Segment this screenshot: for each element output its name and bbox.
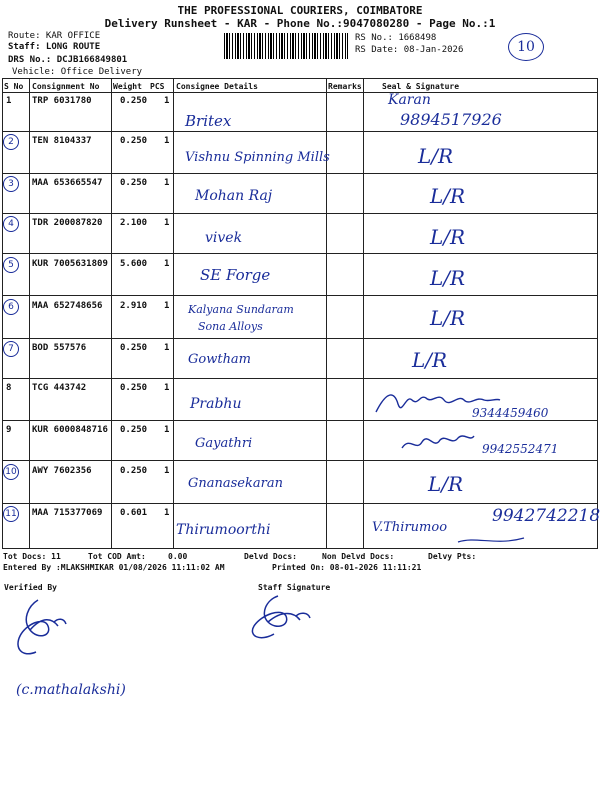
phone: 9942742218 [492,506,600,526]
delivery-points: Delvy Pts: [428,552,477,561]
route-label: Route: KAR OFFICE [8,31,101,41]
consignee: Gayathri [195,436,253,451]
consignee: Gowtham [188,352,252,367]
consignee: Prabhu [190,396,242,412]
non-delivered-docs: Non Delvd Docs: [322,552,395,561]
consignment-no: AWY 7602356 [32,466,92,476]
company-title: THE PROFESSIONAL COURIERS, COIMBATORE [177,4,423,17]
pcs: 1 [164,178,170,188]
pcs: 1 [164,96,170,106]
pcs: 1 [164,218,170,228]
seal-signature: L/R [430,266,466,290]
weight: 0.250 [120,466,148,476]
seal-signature: Karan [388,92,431,108]
row-sno: 7 [3,341,19,357]
vehicle-label: Vehicle: Office Delivery [12,67,143,77]
pcs: 1 [164,383,170,393]
row-sno: 10 [3,464,19,480]
rs-number: RS No.: 1668498 [355,33,437,43]
col-consignment: Consignment No [32,82,100,91]
seal-signature: L/R [418,144,454,168]
rs-date: RS Date: 08-Jan-2026 [355,45,464,55]
row-sno: 2 [3,134,19,150]
col-sno: S No [4,82,24,91]
staff-label: Staff: LONG ROUTE [8,42,101,52]
phone: 9344459460 [472,406,549,420]
row-sno: 4 [3,216,19,232]
row-sno: 8 [6,383,12,393]
row-sno: 3 [3,176,19,192]
handwritten-name: (c.mathalakshi) [16,682,126,698]
pcs: 1 [164,259,170,269]
seal-signature: L/R [430,225,466,249]
staff-signature-label: Staff Signature [258,583,331,592]
col-weight: Weight [113,82,142,91]
row-sno: 1 [6,96,12,106]
pcs: 1 [164,508,170,518]
seal-signature: L/R [430,306,466,330]
total-cod-amount: 0.00 [168,552,188,561]
signature-scribble [398,428,478,458]
consignee: Gnanasekaran [188,476,283,491]
pcs: 1 [164,136,170,146]
printed-on: Printed On: 08-01-2026 11:11:21 [272,563,422,572]
consignment-no: TCG 443742 [32,383,87,393]
consignee: vivek [205,230,243,246]
signature-tail [456,534,526,548]
consignee: Vishnu Spinning Mills [185,150,330,165]
pcs: 1 [164,301,170,311]
delivered-docs: Delvd Docs: [244,552,297,561]
phone: 9894517926 [400,110,502,129]
weight: 0.250 [120,96,148,106]
col-consignee: Consignee Details [176,82,258,91]
entered-by: Entered By :MLAKSHMIKAR 01/08/2026 11:11:02 AM [3,563,225,572]
seal-signature: L/R [430,184,466,208]
phone: 9942552471 [482,442,559,456]
total-docs: Tot Docs: 11 [3,552,61,561]
consignment-no: MAA 652748656 [32,301,103,311]
consignee: Britex [185,112,232,130]
consignment-no: TRP 6031780 [32,96,92,106]
pcs: 1 [164,425,170,435]
row-sno: 5 [3,257,19,273]
consignment-no: MAA 653665547 [32,178,103,188]
row-sno: 9 [6,425,12,435]
staff-signature [238,592,318,648]
row-sno: 11 [3,506,19,522]
consignee: Mohan Raj [195,188,273,204]
consignee-line2: Sona Alloys [198,320,263,333]
weight: 0.250 [120,425,148,435]
consignment-no: MAA 715377069 [32,508,103,518]
consignment-no: TEN 8104337 [32,136,92,146]
col-pcs: PCS [150,82,165,91]
pcs: 1 [164,466,170,476]
row-sno: 6 [3,299,19,315]
seal-signature: V.Thirumoo [372,520,448,535]
seal-signature: L/R [412,348,448,372]
col-seal: Seal & Signature [382,82,460,91]
consignee: Thirumoorthi [176,522,271,538]
circled-count: 10 [508,33,544,61]
consignment-no: KUR 7005631809 [32,259,108,269]
consignment-no: BOD 557576 [32,343,87,353]
total-cod-label: Tot COD Amt: [88,552,146,561]
runsheet-subtitle: Delivery Runsheet - KAR - Phone No.:9047080280 - Page No.:1 [104,17,496,30]
seal-signature: L/R [428,472,464,496]
pcs: 1 [164,343,170,353]
weight: 2.910 [120,301,148,311]
weight: 0.250 [120,383,148,393]
col-remarks: Remarks [328,82,362,91]
weight: 0.601 [120,508,148,518]
weight: 0.250 [120,343,148,353]
verifier-signature [8,596,78,664]
weight: 2.100 [120,218,148,228]
barcode [224,33,348,59]
weight: 0.250 [120,178,148,188]
consignment-no: TDR 200087820 [32,218,103,228]
consignee: SE Forge [200,266,271,284]
consignee: Kalyana Sundaram [188,303,294,316]
drs-number: DRS No.: DCJB166849801 [8,55,128,65]
verified-by-label: Verified By [4,583,57,592]
consignment-no: KUR 6000848716 [32,425,108,435]
weight: 5.600 [120,259,148,269]
weight: 0.250 [120,136,148,146]
